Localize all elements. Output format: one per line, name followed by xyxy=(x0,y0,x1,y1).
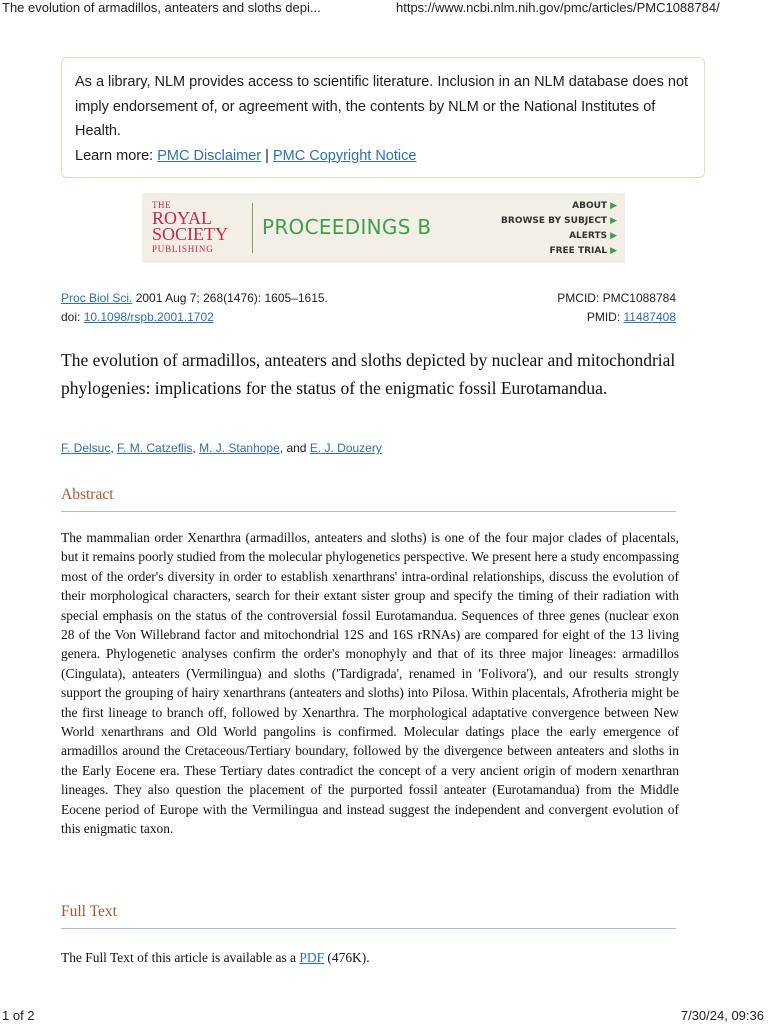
author-list xyxy=(61,439,681,457)
pmc-disclaimer-link[interactable]: PMC Disclaimer xyxy=(157,147,262,164)
print-page-title: The evolution of armadillos, anteaters and sloths depi... xyxy=(2,0,321,15)
doi-link[interactable]: 10.1098/rspb.2001.1702 xyxy=(83,310,214,324)
journal-banner xyxy=(142,193,625,263)
pmc-copyright-link[interactable]: PMC Copyright Notice xyxy=(272,147,417,164)
abstract-heading: Abstract xyxy=(61,486,676,512)
banner-link-browse-by-subject[interactable]: BROWSE BY SUBJECT ▶ xyxy=(501,216,617,226)
royal-society-logo[interactable] xyxy=(152,200,248,255)
nlm-disclaimer-notice xyxy=(61,57,705,178)
author-link[interactable]: F. Delsuc xyxy=(61,441,111,455)
logo-the: THE xyxy=(152,200,171,210)
citation-line xyxy=(61,289,328,308)
identifier-info xyxy=(557,289,676,327)
print-header xyxy=(0,0,768,20)
notice-text: As a library, NLM provides access to scientific literature. Inclusion in an NLM database does not imply endorsement of, or agreement with, the contents by NLM or the National Institutes of Health. xyxy=(75,74,689,139)
author-link[interactable]: F. M. Catzeflis xyxy=(117,441,193,455)
abstract-text: The mammalian order Xenarthra (armadillos, anteaters and sloths) is one of the four major clades of placentals, but it remains poorly studied from the molecular phylogenetics perspective. We present here a study encompassing most of the order's diversity in order to establish xenarthrans' intra-ordinal relationships, discuss the evolution of their morphological characters, search for their extant sister group and specify the timing of their radiation with special emphasis on the status of the controversial fossil Eurotamandua. Sequences of three genes (nuclear exon 28 of the Von Willebrand factor and mitochondrial 12S and 16S rRNAs) are compared for eight of the 13 living genera. Phylogenetic analyses confirm the order's monophyly and that of its three major lineages: armadillos (Cingulata), anteaters (Vermilingua) and sloths ('Tardigrada', renamed in 'Folivora'), and our results strongly support the grouping of hairy xenarthrans (anteaters and sloths) into Pilosa. Within placentals, Afrotheria might be the first lineage to branch off, followed by Xenarthra. The morphological adaptative convergence between New World xenarthrans and Old World pangolins is confirmed. Molecular datings place the early emergence of armadillos around the Cretaceous/Tertiary boundary, followed by the divergence between anteaters and sloths in the Early Eocene era. These Tertiary dates contradict the concept of a very ancient origin of modern xenarthran lineages. They also question the placement of the purported fossil anteater (Eurotamandua) from the Middle Eocene period of Europe with the Vermilingua and instead suggest the independent and convergent evolution of this enigmatic taxon. xyxy=(61,530,679,837)
banner-divider xyxy=(252,203,253,253)
triangle-right-icon: ▶ xyxy=(610,201,617,211)
print-date: 7/30/24, 09:36 xyxy=(680,1008,764,1023)
banner-link-alerts[interactable]: ALERTS ▶ xyxy=(569,231,617,241)
author-separator: , xyxy=(110,441,118,455)
print-page-url: https://www.ncbi.nlm.nih.gov/pmc/articles/PMC1088784/ xyxy=(396,0,720,15)
banner-links xyxy=(501,199,617,259)
full-text-heading: Full Text xyxy=(61,903,676,929)
article-title: The evolution of armadillos, anteaters and sloths depicted by nuclear and mitochondrial phylogenies: implications for the status of the enigmatic fossil Eurotamandua. xyxy=(61,350,676,398)
citation-info xyxy=(61,289,328,327)
pdf-link[interactable]: PDF xyxy=(299,950,325,965)
author-link[interactable]: E. J. Douzery xyxy=(309,441,382,455)
triangle-right-icon: ▶ xyxy=(610,216,617,226)
pmid-line xyxy=(557,308,676,327)
page-number: 1 of 2 xyxy=(2,1008,35,1023)
author-separator: , and xyxy=(279,441,310,455)
triangle-right-icon: ▶ xyxy=(610,246,617,256)
learn-more-label: Learn more: xyxy=(75,147,154,164)
pmid-link[interactable]: 11487408 xyxy=(623,310,676,324)
logo-royal: ROYAL xyxy=(152,208,213,228)
link-separator: | xyxy=(265,147,269,164)
banner-link-about[interactable]: ABOUT ▶ xyxy=(572,201,617,211)
logo-society: SOCIETY xyxy=(152,224,228,244)
print-footer xyxy=(0,1008,768,1024)
doi-label: doi: xyxy=(61,310,81,324)
pmcid: PMCID: PMC1088784 xyxy=(557,291,676,305)
full-text-suffix: (476K). xyxy=(327,950,370,965)
full-text-availability xyxy=(61,948,679,967)
triangle-right-icon: ▶ xyxy=(610,231,617,241)
banner-link-free-trial[interactable]: FREE TRIAL ▶ xyxy=(549,246,617,256)
journal-link[interactable]: Proc Biol Sci. xyxy=(61,291,133,305)
full-text-prefix: The Full Text of this article is available as a xyxy=(61,950,297,965)
logo-publishing: PUBLISHING xyxy=(152,244,214,254)
proceedings-b-title[interactable]: PROCEEDINGS B xyxy=(262,215,432,239)
citation-details: 2001 Aug 7; 268(1476): 1605–1615. xyxy=(135,291,328,305)
doi-line xyxy=(61,308,328,327)
author-separator: , xyxy=(192,441,200,455)
pmid-label: PMID: xyxy=(586,310,621,324)
author-link[interactable]: M. J. Stanhope xyxy=(199,441,280,455)
